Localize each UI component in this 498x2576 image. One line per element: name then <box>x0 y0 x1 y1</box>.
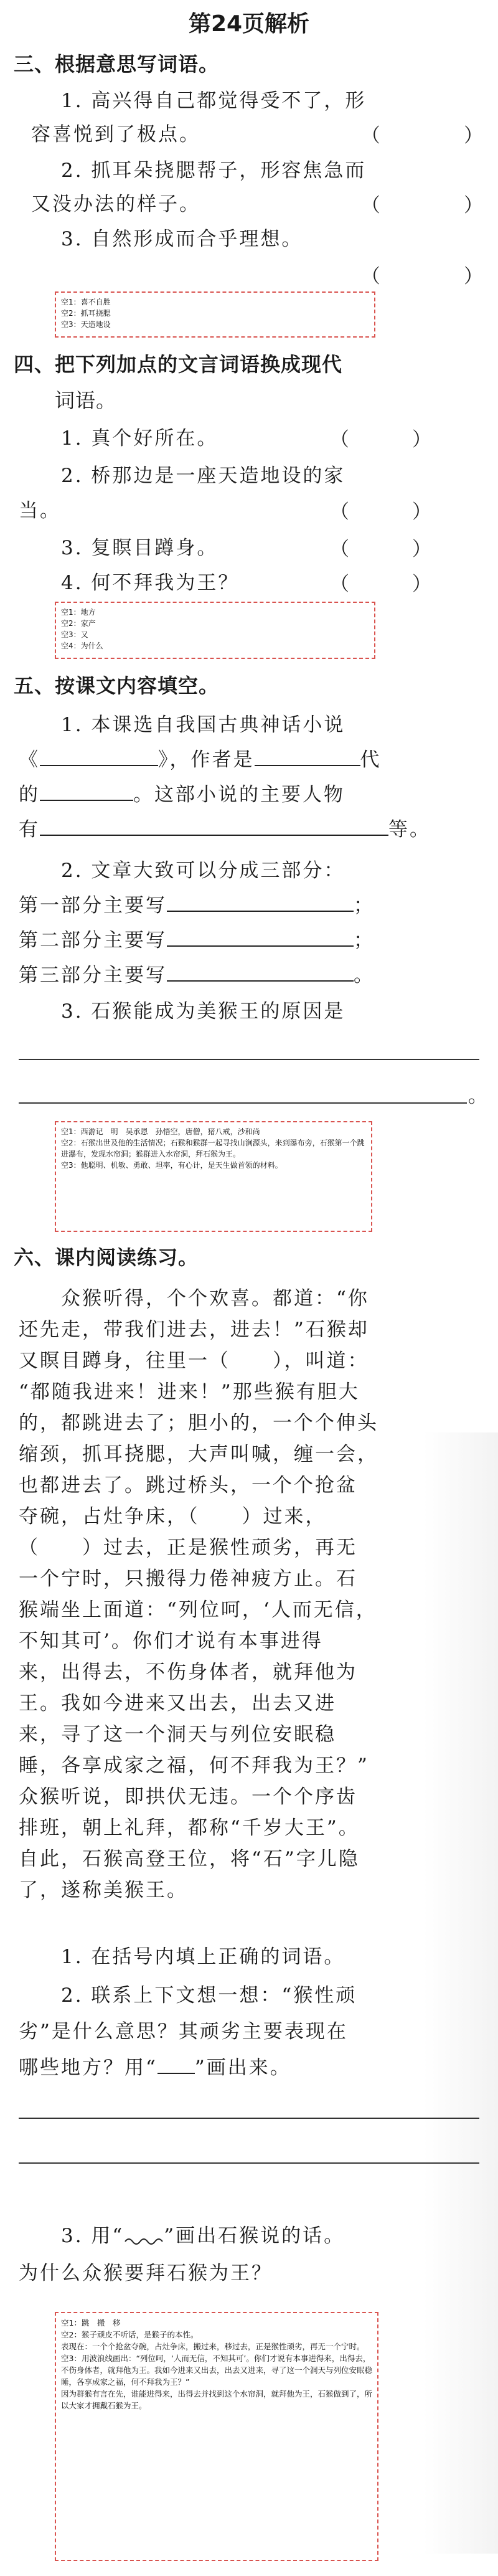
s5-blank-part2[interactable] <box>167 927 354 947</box>
s3-q2-answer-paren[interactable]: （ ） <box>361 194 484 217</box>
s5-answer-1: 空1：西游记 明 吴承恩 孙悟空，唐僧，猪八戒，沙和尚 <box>61 1127 260 1136</box>
s6-q3-line1 <box>61 2221 498 2251</box>
s4-q2-line1: 2. 桥那边是一座天造地设的家 <box>61 465 345 487</box>
passage-line: 王。我如今进来又出去，出去又进 <box>19 1692 336 1715</box>
s6-q2-answer-line-2[interactable] <box>19 2162 479 2164</box>
section-5-heading: 五、按课文内容填空。 <box>14 674 220 698</box>
passage-line: 也都进去了。跳过桥头，一个个抢盆 <box>19 1474 357 1497</box>
s4-q4: 4. 何不拜我为王？ <box>61 572 240 594</box>
s3-answer-3: 空3：天造地设 <box>61 320 111 329</box>
s5-q1-etc-label: 等。 <box>388 818 431 841</box>
s3-answer-2: 空2：抓耳挠腮 <box>61 309 111 318</box>
passage-line: 不知其可’。你们才说有本事进得 <box>19 1630 323 1652</box>
s5-q1-line4 <box>19 815 486 845</box>
s5-q1-have-label: 有 <box>19 818 40 841</box>
s3-q3-line1: 3. 自然形成而合乎理想。 <box>61 228 303 250</box>
passage-line: 猴端坐上面道：“列位呵，‘人而无信， <box>19 1599 377 1621</box>
s5-q3: 3. 石猴能成为美猴王的原因是 <box>61 1000 345 1023</box>
reading-passage <box>19 1283 486 1906</box>
s4-answer-box <box>55 602 375 659</box>
s3-answer-box <box>55 291 375 338</box>
s6-q2-answer-line-1[interactable] <box>19 2118 479 2119</box>
s5-q3-answer-line-2[interactable] <box>19 1102 467 1104</box>
s4-answer-1: 空1：地方 <box>61 608 96 617</box>
s4-q4-paren[interactable]: （ ） <box>330 573 433 595</box>
passage-line: 夺碗，占灶争床，（ ）过来， <box>19 1505 327 1528</box>
passage-line: 睡，各享成家之福，何不拜我为王？” <box>19 1754 369 1777</box>
s5-part2-label: 第二部分主要写 <box>19 929 167 952</box>
passage-line: 一个宁时，只搬得力倦神疲方止。石 <box>19 1568 357 1590</box>
passage-line: 缩颈，抓耳挠腮，大声叫喊，缠一会， <box>19 1443 378 1466</box>
section-4-heading-2: 词语。 <box>55 389 117 412</box>
s3-q2-line1: 2. 抓耳朵挠腮帮子，形容焦急而 <box>61 159 367 182</box>
page-title: 第24页解析 <box>188 11 310 37</box>
s4-answer-2: 空2：家产 <box>61 619 96 628</box>
passage-line: 又瞑目蹲身，往里一（ ），叫道： <box>19 1350 369 1372</box>
s5-blank-characters[interactable] <box>40 816 388 836</box>
s5-q1-open-quote: 《 <box>19 749 40 771</box>
passage-line: 来，寻了这一个洞天与列位安眠稳 <box>19 1723 336 1746</box>
s4-q2-line2: 当。 <box>19 500 61 522</box>
s6-answer-1: 空1：跳 搬 移 <box>61 2318 121 2327</box>
s5-part3-line <box>19 960 486 990</box>
s4-q1: 1. 真个好所在。 <box>61 427 218 450</box>
straight-underline-sample <box>157 2059 195 2074</box>
s5-q3-answer-line-1[interactable] <box>19 1059 479 1060</box>
s3-answer-1: 空1：喜不自胜 <box>61 298 111 306</box>
s5-q1-line3 <box>19 780 486 810</box>
s3-q1-line2: 容喜悦到了极点。 <box>31 123 200 146</box>
s5-part3-label: 第三部分主要写 <box>19 964 167 987</box>
s5-blank-author[interactable] <box>40 781 133 801</box>
s6-answer-box <box>55 2312 378 2561</box>
wavy-underline-icon <box>124 2228 164 2247</box>
s5-part3-period: 。 <box>354 964 375 987</box>
s5-blank-dynasty[interactable] <box>255 746 360 766</box>
section-3-heading: 三、根据意思写词语。 <box>14 52 220 76</box>
s5-q1-line1: 1. 本课选自我国古典神话小说 <box>61 714 345 736</box>
s6-q2-line2: 劣”是什么意思？其顽劣主要表现在 <box>19 2020 348 2043</box>
s5-part2-semicolon: ； <box>354 929 375 952</box>
s4-answer-4: 空4：为什么 <box>61 642 103 650</box>
s6-q1: 1. 在括号内填上正确的词语。 <box>61 1946 345 1968</box>
s5-q3-period: 。 <box>468 1085 489 1107</box>
s6-answer-3: 空3：用波浪线画出：“列位呵，‘人而无信，不知其可’。你们才说有本事进得来，出得去，不伤身体者，就拜他为王。我如今进来又出去，出去又进来，寻了这一个洞天与列位安眠稳睡，各享成家之福，何不拜我为王？” <box>61 2354 373 2387</box>
s5-q1-author-label: 》，作者是 <box>158 749 255 771</box>
s6-q2-line1: 2. 联系上下文想一想：“猴性顽 <box>61 1984 357 2007</box>
s5-q2: 2. 文章大致可以分成三部分： <box>61 859 345 882</box>
s6-q3-prompt-left: 3. 用“ <box>61 2225 125 2247</box>
s5-q1-dynasty-label: 代 <box>360 749 382 771</box>
s4-q3-paren[interactable]: （ ） <box>330 538 433 561</box>
passage-line: “都随我进来！进来！”那些猴有胆大 <box>19 1381 360 1403</box>
s3-q3-answer-paren[interactable]: （ ） <box>361 265 484 288</box>
s3-q1-line1: 1. 高兴得自己都觉得受不了，形 <box>61 90 367 112</box>
s6-q2-line3 <box>19 2053 486 2083</box>
section-6-heading: 六、课内阅读练习。 <box>14 1246 199 1269</box>
s6-answer-3-detail: 因为群猴有言在先，谁能进得来，出得去并找到这个水帘洞，就拜他为王，石猴做到了，所以大家才拥戴石猴为王。 <box>61 2389 373 2410</box>
s5-answer-3: 空3：他聪明、机敏、勇敢、坦率，有心计，是天生做首领的材料。 <box>61 1161 283 1170</box>
s5-part2-line <box>19 926 486 955</box>
s5-answer-box <box>55 1121 372 1232</box>
passage-line: 排班，朝上礼拜，都称“千岁大王”。 <box>19 1817 360 1839</box>
s5-part1-label: 第一部分主要写 <box>19 894 167 917</box>
s4-answer-3: 空3：又 <box>61 630 88 639</box>
s4-q1-paren[interactable]: （ ） <box>330 429 433 451</box>
s5-q1-of-label: 的 <box>19 784 40 806</box>
s6-q2-prompt-left: 哪些地方？用“ <box>19 2057 157 2079</box>
passage-line: 自此，石猴高登王位，将“石”字儿隐 <box>19 1848 360 1870</box>
section-4-heading: 四、把下列加点的文言词语换成现代 <box>14 353 343 376</box>
passage-line: 众猴听说，即拱伏无违。一个个序齿 <box>19 1786 357 1808</box>
s6-answer-2: 空2：猴子顽皮不听话，是猴子的本性。 <box>61 2330 199 2339</box>
s4-q2-paren[interactable]: （ ） <box>330 501 433 523</box>
s6-answer-2-detail: 表现在：一个个抢盆夺碗，占灶争床，搬过来，移过去，正是猴性顽劣，再无一个宁时。 <box>61 2342 365 2351</box>
s6-q3-prompt-right: ”画出石猴说的话。 <box>164 2225 345 2247</box>
s5-blank-book[interactable] <box>40 746 158 766</box>
passage-line: （ ）过去，正是猴性顽劣，再无 <box>19 1537 357 1559</box>
passage-line: 众猴听得，个个欢喜。都道：“你 <box>61 1287 369 1310</box>
s5-q1-line2 <box>19 745 486 775</box>
s6-q2-prompt-right: ”画出来。 <box>194 2057 291 2079</box>
s5-answer-2: 空2：石猴出世及他的生活情况；石猴和猴群一起寻找山涧源头，来到瀑布旁，石猴第一个跳进瀑布，发现水帘洞；猴群进入水帘洞，拜石猴为王。 <box>61 1139 365 1158</box>
passage-line: 还先走，带我们进去，进去！”石猴却 <box>19 1319 369 1341</box>
passage-line: 来，出得去，不伤身体者，就拜他为 <box>19 1661 357 1683</box>
s5-blank-part3[interactable] <box>167 962 354 982</box>
s6-q3-line2: 为什么众猴要拜石猴为王？ <box>19 2262 273 2285</box>
s3-q2-line2: 又没办法的样子。 <box>31 193 200 215</box>
s5-part1-line <box>19 891 486 921</box>
passage-line: 了，遂称美猴王。 <box>19 1879 188 1901</box>
s5-q1-characters-label: 。这部小说的主要人物 <box>133 784 345 806</box>
passage-line: 的，都跳进去了；胆小的，一个个伸头 <box>19 1412 378 1434</box>
s5-blank-part1[interactable] <box>167 892 354 912</box>
s4-q3: 3. 复瞑目蹲身。 <box>61 537 218 559</box>
s5-part1-semicolon: ； <box>354 894 375 917</box>
s3-q1-answer-paren[interactable]: （ ） <box>361 125 484 147</box>
